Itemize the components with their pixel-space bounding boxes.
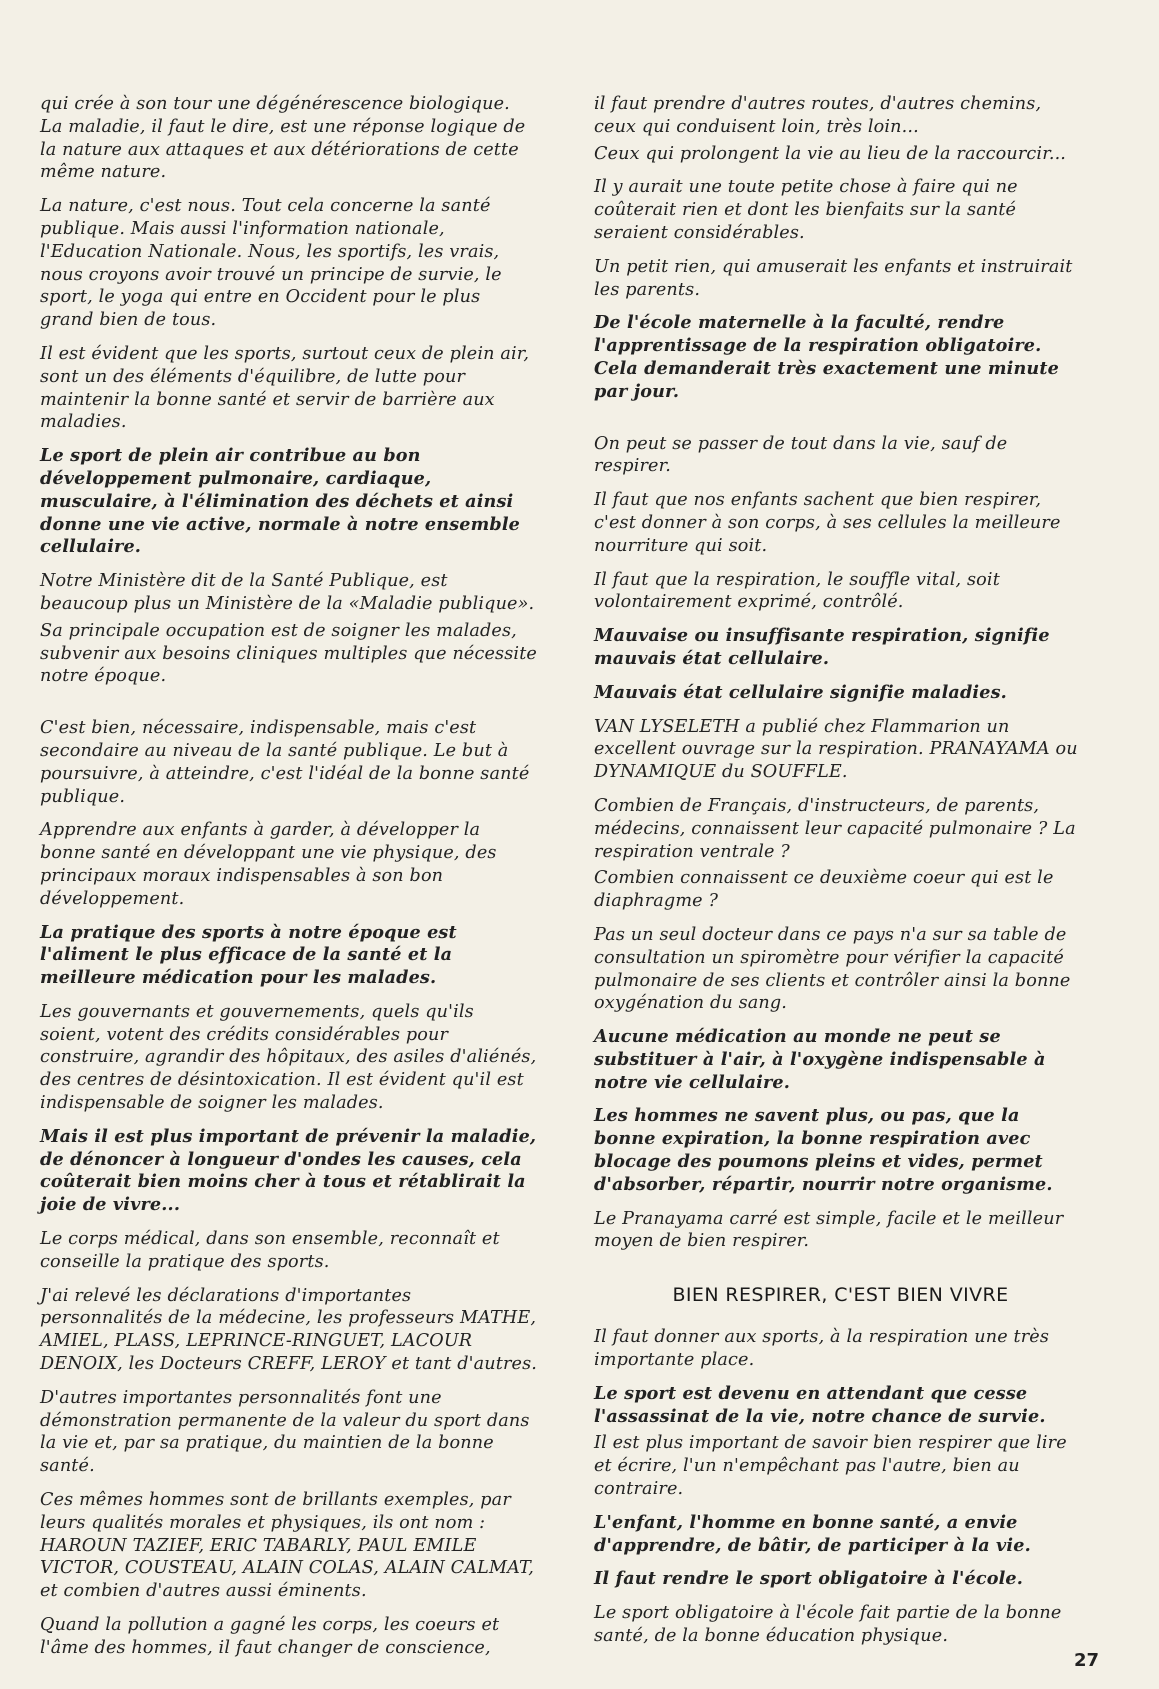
section-heading: BIEN RESPIRER, C'EST BIEN VIVRE <box>672 1284 1009 1307</box>
paragraph: Ceux qui prolongent la vie au lieu de la raccourcir... <box>594 143 1067 164</box>
paragraph: Les gouvernants et gouvernements, quels qu'ils soient, votent des crédits considérables pour construire, agrandir des hôpitaux, des asiles d'aliénés, des centres de désintoxication. Il est évident qu'il est indispensable de soigner les malades. <box>40 1001 537 1114</box>
paragraph: Notre Ministère dit de la Santé Publique, est beaucoup plus un Ministère de la «Maladie publique». <box>40 571 535 614</box>
paragraph: VAN LYSELETH a publié chez Flammarion un excellent ouvrage sur la respiration. PRANAYAMA ou DYNAMIQUE du SOUFFLE. <box>594 716 1078 783</box>
paragraph: Un petit rien, qui amuserait les enfants et instruirait les parents. <box>594 256 1073 300</box>
paragraph: Apprendre aux enfants à garder, à développer la bonne santé en développant une vie physique, des principaux moraux indispensables à son bon développement. <box>40 820 497 909</box>
paragraph: il faut prendre d'autres routes, d'autres chemins, ceux qui conduisent loin, très loin... <box>594 94 1042 137</box>
paragraph: Il faut rendre le sport obligatoire à l'école. <box>594 1568 1024 1590</box>
paragraph: Mauvais état cellulaire signifie maladies. <box>594 681 1007 703</box>
paragraph: Mauvaise ou insuffisante respiration, signifie mauvais état cellulaire. <box>594 625 1050 669</box>
left-column <box>40 93 537 1671</box>
paragraph: Sa principale occupation est de soigner les malades, subvenir aux besoins cliniques multiples que nécessite notre époque. <box>40 620 537 687</box>
paragraph: Le corps médical, dans son ensemble, reconnaît et conseille la pratique des sports. <box>40 1229 500 1272</box>
right-column <box>594 93 1087 1659</box>
paragraph: Le sport de plein air contribue au bon développement pulmonaire, cardiaque, musculaire, à l'élimination des déchets et ainsi donne une vie active, normale à notre ensemble cellulaire. <box>40 445 521 558</box>
paragraph: Pas un seul docteur dans ce pays n'a sur sa table de consultation un spiromètre pour vérifier la capacité pulmonaire de ses clients et contrôler ainsi la bonne oxygénation du sang. <box>594 924 1071 1014</box>
paragraph: Ces mêmes hommes sont de brillants exemples, par leurs qualités morales et physiques, ils ont nom : HAROUN TAZIEF, ERIC TABARLY, PAUL EMILE VICTOR, COUSTEAU, ALAIN COLAS, ALAIN CALMAT, et combien d'autres aussi éminents. <box>40 1490 535 1602</box>
paragraph: Les hommes ne savent plus, ou pas, que la bonne expiration, la bonne respiration avec blocage des poumons pleins et vides, permet d'absorber, répartir, nourrir notre organisme. <box>594 1105 1053 1195</box>
paragraph: La pratique des sports à notre époque est l'aliment le plus efficace de la santé et la meilleure médication pour les malades. <box>40 921 457 989</box>
paragraph: Il faut que la respiration, le souffle vital, soit volontairement exprimé, contrôlé. <box>594 569 1000 613</box>
paragraph: Mais il est plus important de prévenir la maladie, de dénoncer à longueur d'ondes les causes, cela coûterait bien moins cher à tous et rétablirait la joie de vivre... <box>40 1125 537 1216</box>
paragraph: Aucune médication au monde ne peut se substituer à l'air, à l'oxygène indispensable à notre vie cellulaire. <box>594 1026 1046 1093</box>
paragraph: qui crée à son tour une dégénérescence biologique. La maladie, il faut le dire, est une réponse logique de la nature aux attaques et aux détériorations de cette même nature. <box>40 94 526 183</box>
paragraph: L'enfant, l'homme en bonne santé, a envie d'apprendre, de bâtir, de participer à la vie. <box>594 1511 1031 1556</box>
paragraph: On peut se passer de tout dans la vie, sauf de respirer. <box>594 433 1008 477</box>
page-number: 27 <box>1073 1650 1099 1671</box>
paragraph: De l'école maternelle à la faculté, rendre l'apprentissage de la respiration obligatoire. Cela demanderait très exactement une minute par jour. <box>594 312 1059 402</box>
paragraph: Il faut que nos enfants sachent que bien respirer, c'est donner à son corps, à ses cellules la meilleure nourriture qui soit. <box>594 490 1061 556</box>
paragraph: Il y aurait une toute petite chose à faire qui ne coûterait rien et dont les bienfaits sur la santé seraient considérables. <box>594 177 1018 243</box>
paragraph: Combien connaissent ce deuxième coeur qui est le diaphragme ? <box>594 868 1054 912</box>
paragraph: Il est plus important de savoir bien respirer que lire et écrire, l'un n'empêchant pas l'autre, bien au contraire. <box>594 1433 1067 1500</box>
paragraph: Le Pranayama carré est simple, facile et le meilleur moyen de bien respirer. <box>594 1208 1064 1252</box>
paragraph: Le sport est devenu en attendant que cesse l'assassinat de la vie, notre chance de survie. <box>594 1382 1046 1427</box>
paragraph: La nature, c'est nous. Tout cela concerne la santé publique. Mais aussi l'information nationale, l'Education Nationale. Nous, les sportifs, les vrais, nous croyons avoir trouvé un principe de survie, le sport, le yoga qui entre en Occident pour le plus grand bien de tous. <box>40 196 502 331</box>
paragraph: D'autres importantes personnalités font une démonstration permanente de la valeur du sport dans la vie et, par sa pratique, du maintien de la bonne santé. <box>40 1387 530 1477</box>
paragraph: J'ai relevé les déclarations d'importantes personnalités de la médecine, les professeurs MATHE, AMIEL, PLASS, LEPRINCE-RINGUET, LACOUR DENOIX, les Docteurs CREFF, LEROY et tant d'autres. <box>40 1285 538 1375</box>
paragraph: Quand la pollution a gagné les corps, les coeurs et l'âme des hommes, il faut changer de conscience, <box>40 1615 500 1658</box>
paragraph: C'est bien, nécessaire, indispensable, mais c'est secondaire au niveau de la santé publique. Le but à poursuivre, à atteindre, c'est l'idéal de la bonne santé publique. <box>40 718 530 807</box>
paragraph: Il faut donner aux sports, à la respiration une très importante place. <box>594 1327 1050 1371</box>
paragraph: Il est évident que les sports, surtout ceux de plein air, sont un des éléments d'équilibre, de lutte pour maintenir la bonne santé et servir de barrière aux maladies. <box>40 343 530 433</box>
paragraph: Combien de Français, d'instructeurs, de parents, médecins, connaissent leur capacité pulmonaire ? La respiration ventrale ? <box>594 795 1076 862</box>
paragraph: Le sport obligatoire à l'école fait partie de la bonne santé, de la bonne éducation physique. <box>594 1603 1062 1647</box>
